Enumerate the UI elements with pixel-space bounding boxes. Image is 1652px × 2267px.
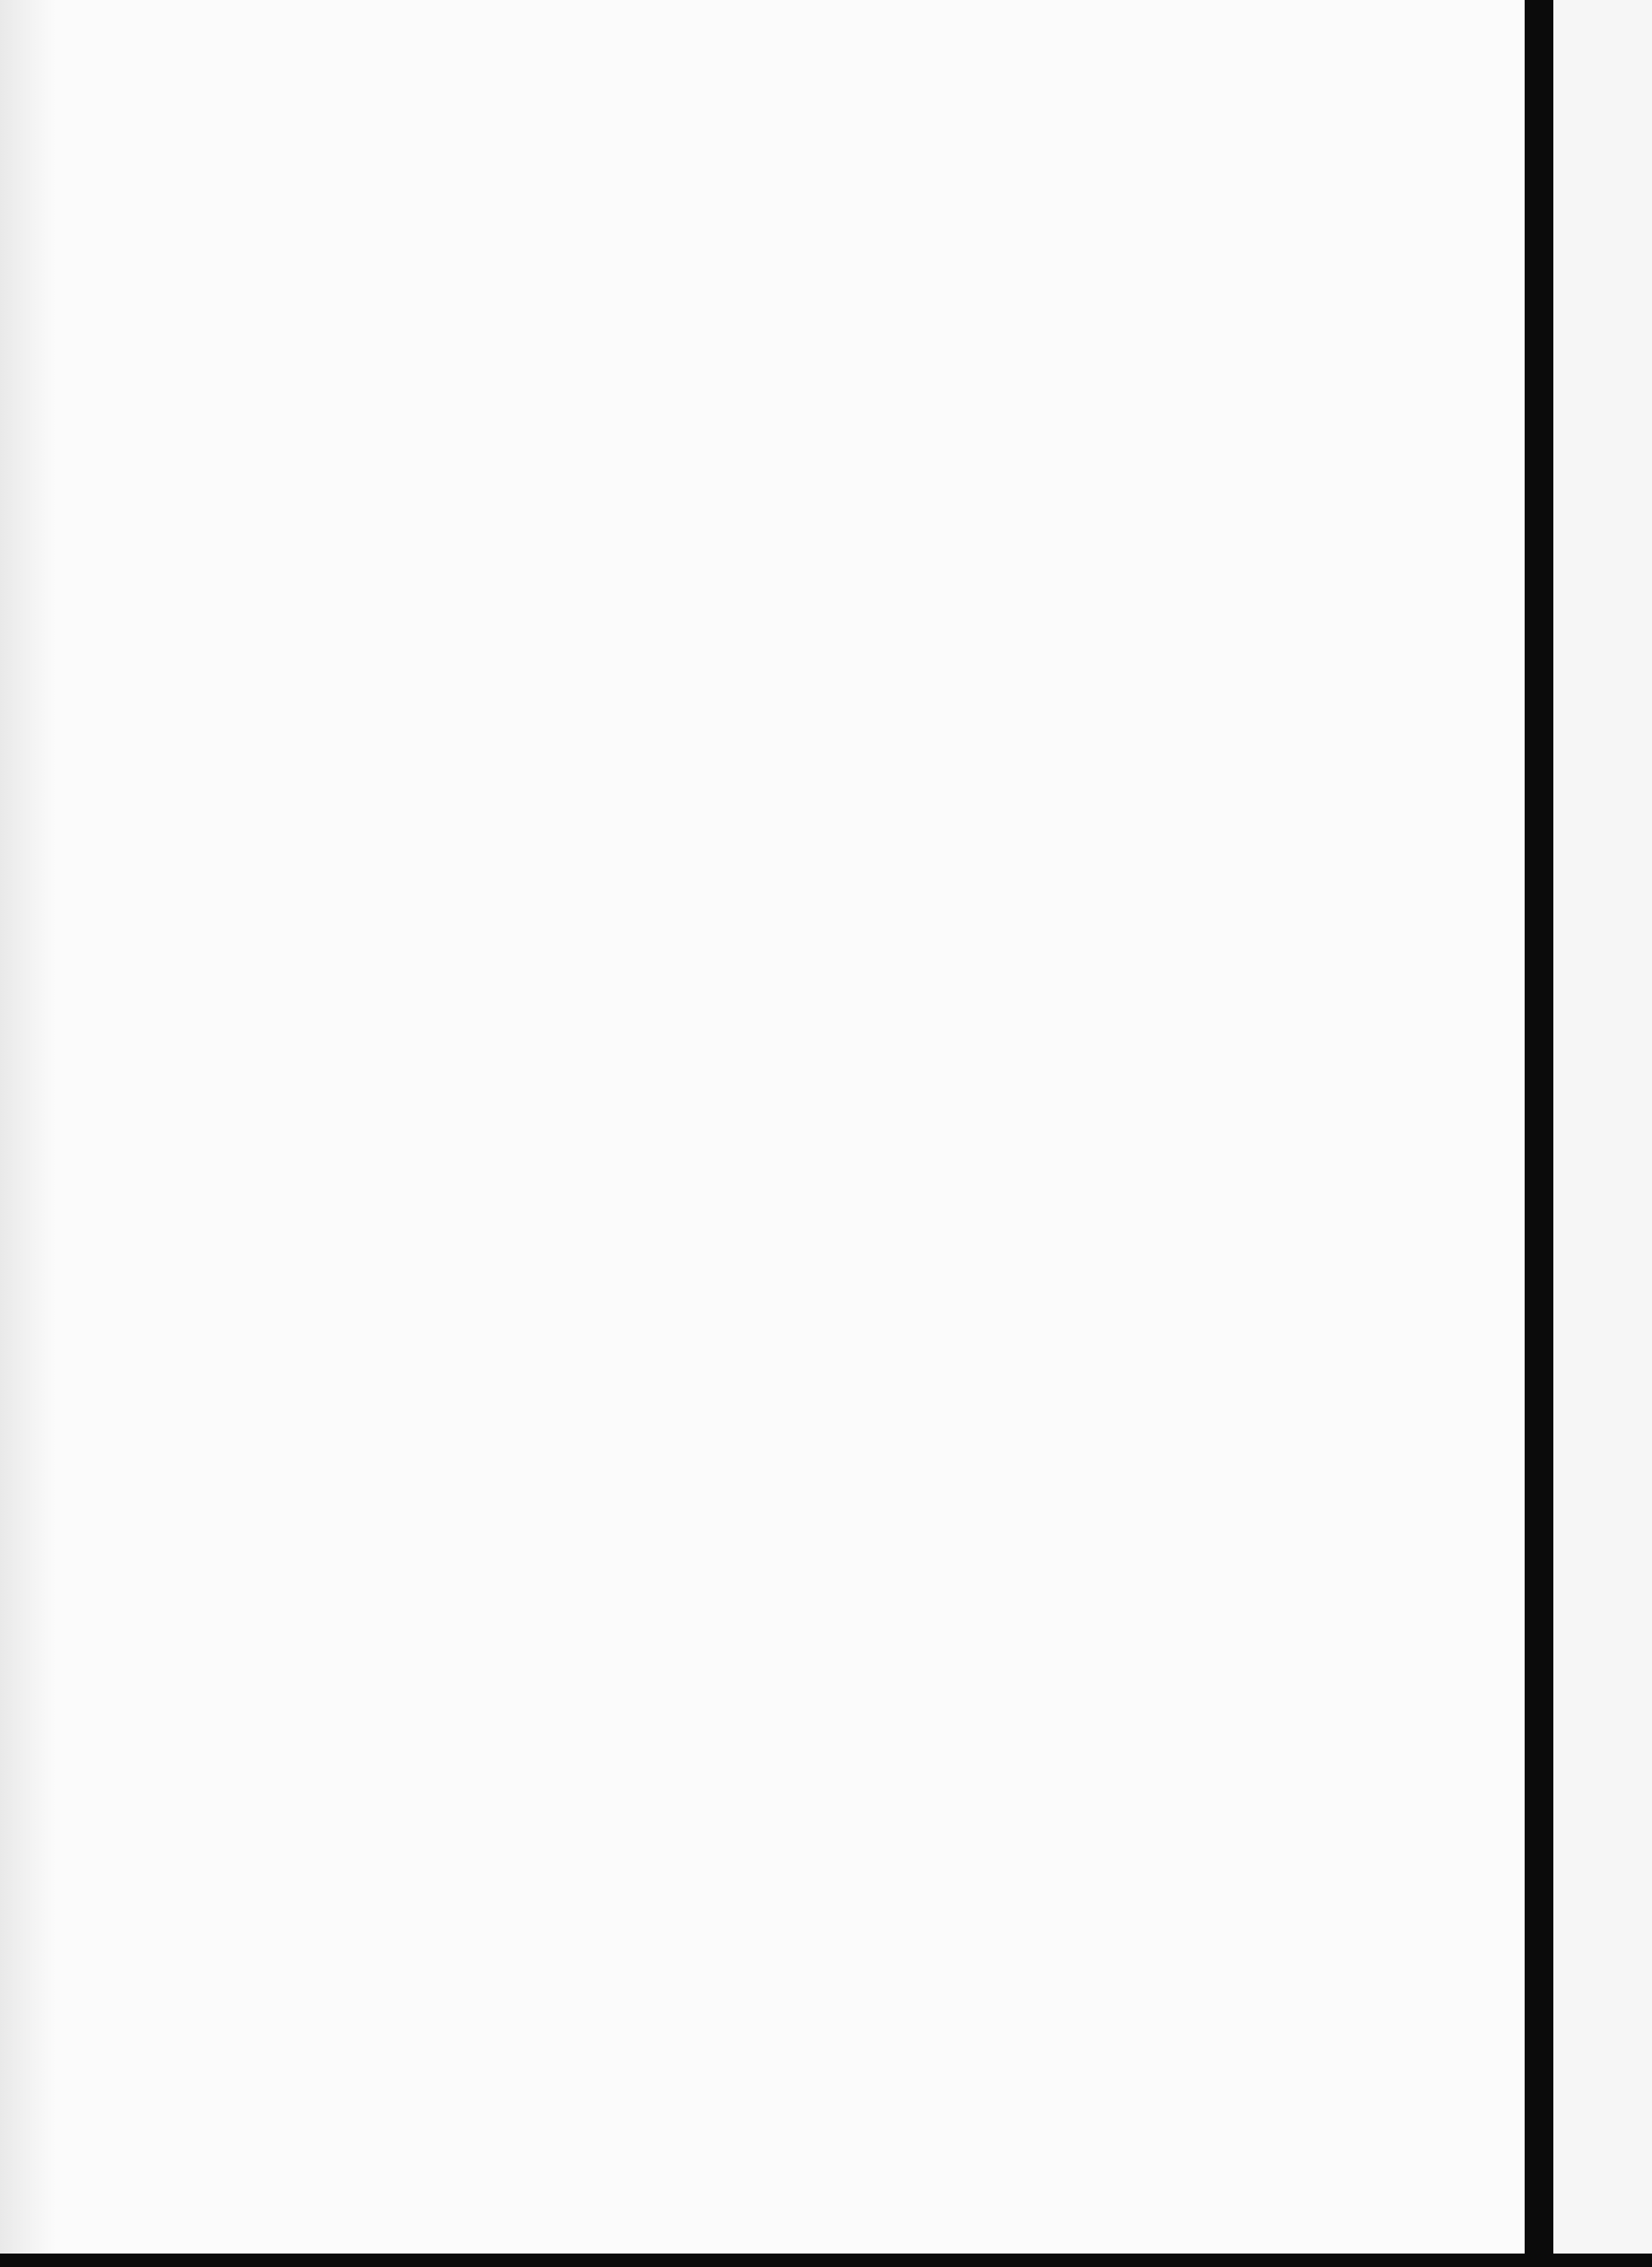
finlande-calgary-staff — [381, 1576, 388, 1609]
fidji-ottawa-staff — [381, 1338, 388, 1371]
fidji-vancouver-staff — [381, 1176, 388, 1208]
finlande-edmonton-staff — [381, 1773, 388, 1805]
finlande-montreal-staff — [381, 1968, 388, 2001]
scan-bottom-edge — [0, 2254, 1652, 2267]
book-spine — [1525, 0, 1553, 2267]
page-edge-shadow — [0, 0, 56, 2267]
adjacent-page — [1553, 0, 1652, 2267]
